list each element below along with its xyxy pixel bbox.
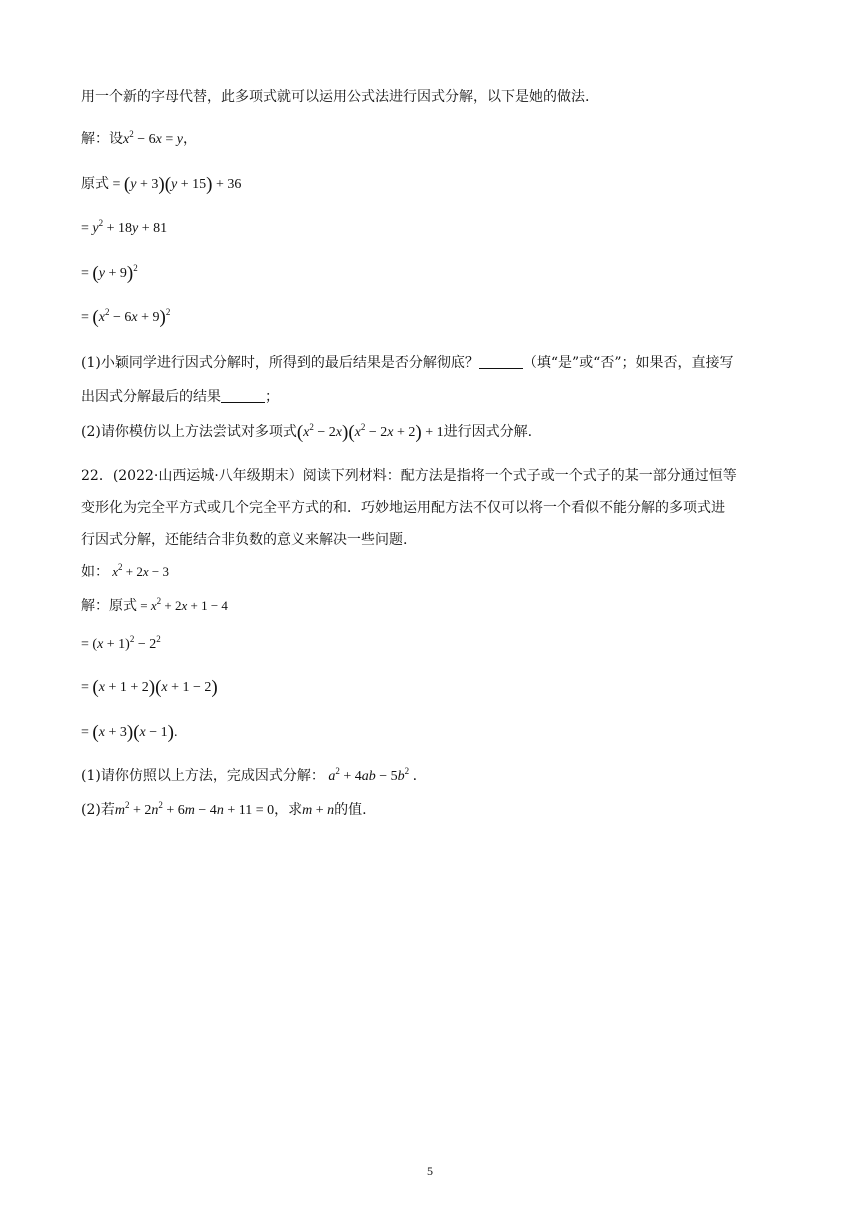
example-step-2: = $(x + 1)^2 - 2^2$ [81, 634, 161, 652]
solution-step-4: = $(x^2 - 6x + 9)^2$ [81, 307, 171, 328]
solution-step-1 [81, 173, 241, 196]
solution-set-line [81, 128, 197, 151]
answer-blank-2[interactable] [221, 388, 265, 403]
p22-q2-equation: $m^2 + 2n^2 + 6m - 4n + 11 = 0$ [114, 800, 275, 818]
problem-22-line-3: 行因式分解，还能结合非负数的意义来解决一些问题. [81, 532, 408, 548]
problem-22-line-2: 变形化为完全平方式或几个完全平方式的和．巧妙地运用配方法不仅可以将一个看似不能分解的多项式进 [81, 500, 725, 516]
question-2-expression: $(x^2 - 2x)(x^2 - 2x + 2) + 1$ [296, 422, 444, 443]
p22-q1-expression: $a^2 + 4ab - 5b^2$ [328, 766, 410, 784]
problem-22-line-1: 22．(2022·山西运城·八年级期末）阅读下列材料：配方法是指将一个式子或一个式子的某一部分通过恒等 [81, 468, 737, 484]
page-number: 5 [427, 1164, 433, 1178]
example-solution-1: 解：原式 = $x^2 + 2x + 1 - 4$ [81, 596, 228, 614]
step1-expression: = (y + 3)(y + 15) + 36 [109, 174, 242, 195]
question-2: (2)请你模仿以上方法尝试对多项式$(x^2 - 2x)(x^2 - 2x + 2) + 1$进行因式分解. [81, 422, 533, 443]
problem-22-question-1: (1)请你仿照以上方法，完成因式分解： $a^2 + 4ab - 5b^2$ . [81, 766, 418, 784]
set-suffix: ， [182, 131, 197, 147]
example-expression: $x^2 + 2x - 3$ [112, 562, 169, 579]
intro-text: 用一个新的字母代替，此多项式就可以运用公式法进行因式分解，以下是她的做法. [81, 89, 590, 105]
solution-step-2: = $y^2 + 18y + 81$ [81, 218, 168, 236]
example-step-3: = (x + 1 + 2)(x + 1 − 2) [81, 677, 218, 698]
p22-q2-target: m + n [302, 803, 335, 818]
question-1-line-2: 出因式分解最后的结果 ； [81, 389, 279, 405]
example-line: 如： $x^2 + 2x - 3$ [81, 562, 169, 580]
example-step1-expression: = $x^2 + 2x + 1 - 4$ [137, 596, 228, 613]
example-step-4: = (x + 3)(x − 1). [81, 722, 178, 743]
step1-prefix: 原式 [81, 176, 109, 192]
question-1-line-1: (1)小颖同学进行因式分解时，所得到的最后结果是否分解彻底？ （填“是”或“否”；如果否，直接写 [81, 355, 734, 371]
answer-blank-1[interactable] [479, 354, 523, 369]
solution-step-3: = $(y + 9)^2$ [81, 263, 138, 284]
problem-22-question-2: (2)若$m^2 + 2n^2 + 6m - 4n + 11 = 0$，求m + n的值. [81, 800, 367, 818]
set-prefix: 解：设 [81, 131, 123, 147]
set-expression: $x^2 - 6x = y$ [123, 129, 183, 147]
